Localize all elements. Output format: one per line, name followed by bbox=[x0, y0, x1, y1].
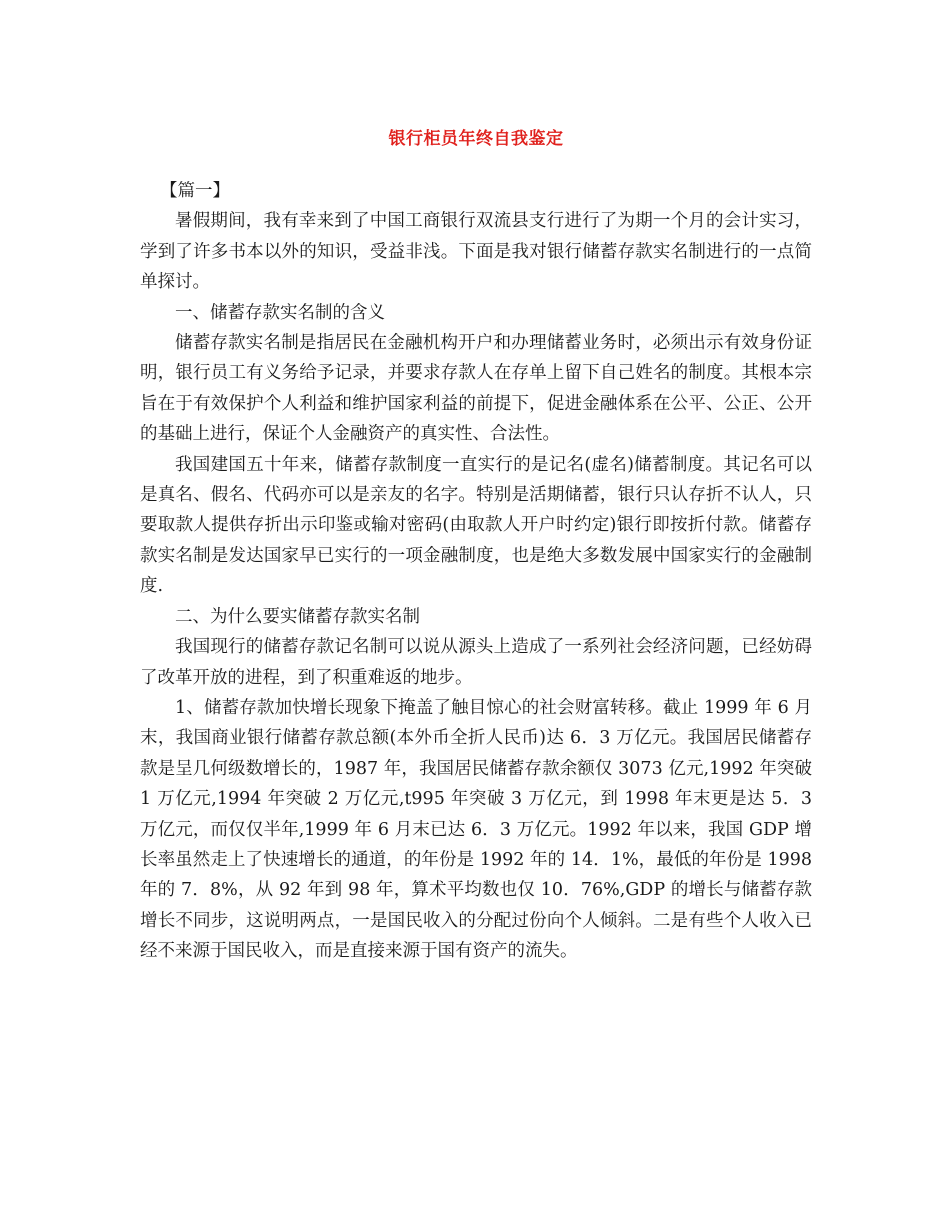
paragraph-history: 我国建国五十年来，储蓄存款制度一直实行的是记名(虚名)储蓄制度。其记名可以是真名、假名、代码亦可以是亲友的名字。特别是活期储蓄，银行只认存折不认人，只要取款人提供存折出示印鉴或输对密码(由取款人开户时约定)银行即按折付款。储蓄存款实名制是发达国家早已实行的一项金融制度，也是绝大多数发展中国家实行的金融制度. bbox=[140, 454, 812, 597]
paragraph-definition: 储蓄存款实名制是指居民在金融机构开户和办理储蓄业务时，必须出示有效身份证明，银行员工有义务给予记录，并要求存款人在存单上留下自己姓名的制度。其根本宗旨在于有效保护个人利益和维护国家利益的前提下，促进金融体系在公平、公正、公开的基础上进行，保证个人金融资产的真实性、合法性。 bbox=[140, 333, 812, 445]
document-title: 银行柜员年终自我鉴定 bbox=[388, 129, 564, 149]
paragraph-intro: 暑假期间，我有幸来到了中国工商银行双流县支行进行了为期一个月的会计实习，学到了许多书本以外的知识，受益非浅。下面是我对银行储蓄存款实名制进行的一点简单探讨。 bbox=[140, 211, 812, 293]
paragraph-savings-growth: 1、储蓄存款加快增长现象下掩盖了触目惊心的社会财富转移。截止 1999 年 6 月末，我国商业银行储蓄存款总额(本外币全折人民币)达 6．3 万亿元。我国居民储蓄存款是呈几何级数增长的，1987 年，我国居民储蓄存款余额仅 3073 亿元,1992 年突破 1 万亿元,1994 年突破 2 万亿元,t995 年突破 3 万亿元，到 1998 年末更是达 5．3 万亿元，而仅仅半年,1999 年 6 月末已达 6．3 万亿元。1992 年以来，我国 GDP 增长率虽然走上了快速增长的通道，的年份是 1992 年的 14．1%，最低的年份是 1998 年的 7．8%，从 92 年到 98 年，算术平均数也仅 10．76%,GDP 的增长与储蓄存款增长不同步，这说明两点，一是国民收入的分配过份向个人倾斜。二是有些个人收入已经不来源于国民收入，而是直接来源于国有资产的流失。 bbox=[140, 697, 812, 962]
subheading-reasons: 二、为什么要实储蓄存款实名制 bbox=[175, 606, 420, 627]
section-heading: 【篇一】 bbox=[160, 181, 230, 201]
paragraph-problems: 我国现行的储蓄存款记名制可以说从源头上造成了一系列社会经济问题，已经妨碍了改革开放的进程，到了积重难返的地步。 bbox=[140, 637, 812, 688]
subheading-definition: 一、储蓄存款实名制的含义 bbox=[175, 302, 385, 323]
document-body bbox=[140, 176, 812, 967]
